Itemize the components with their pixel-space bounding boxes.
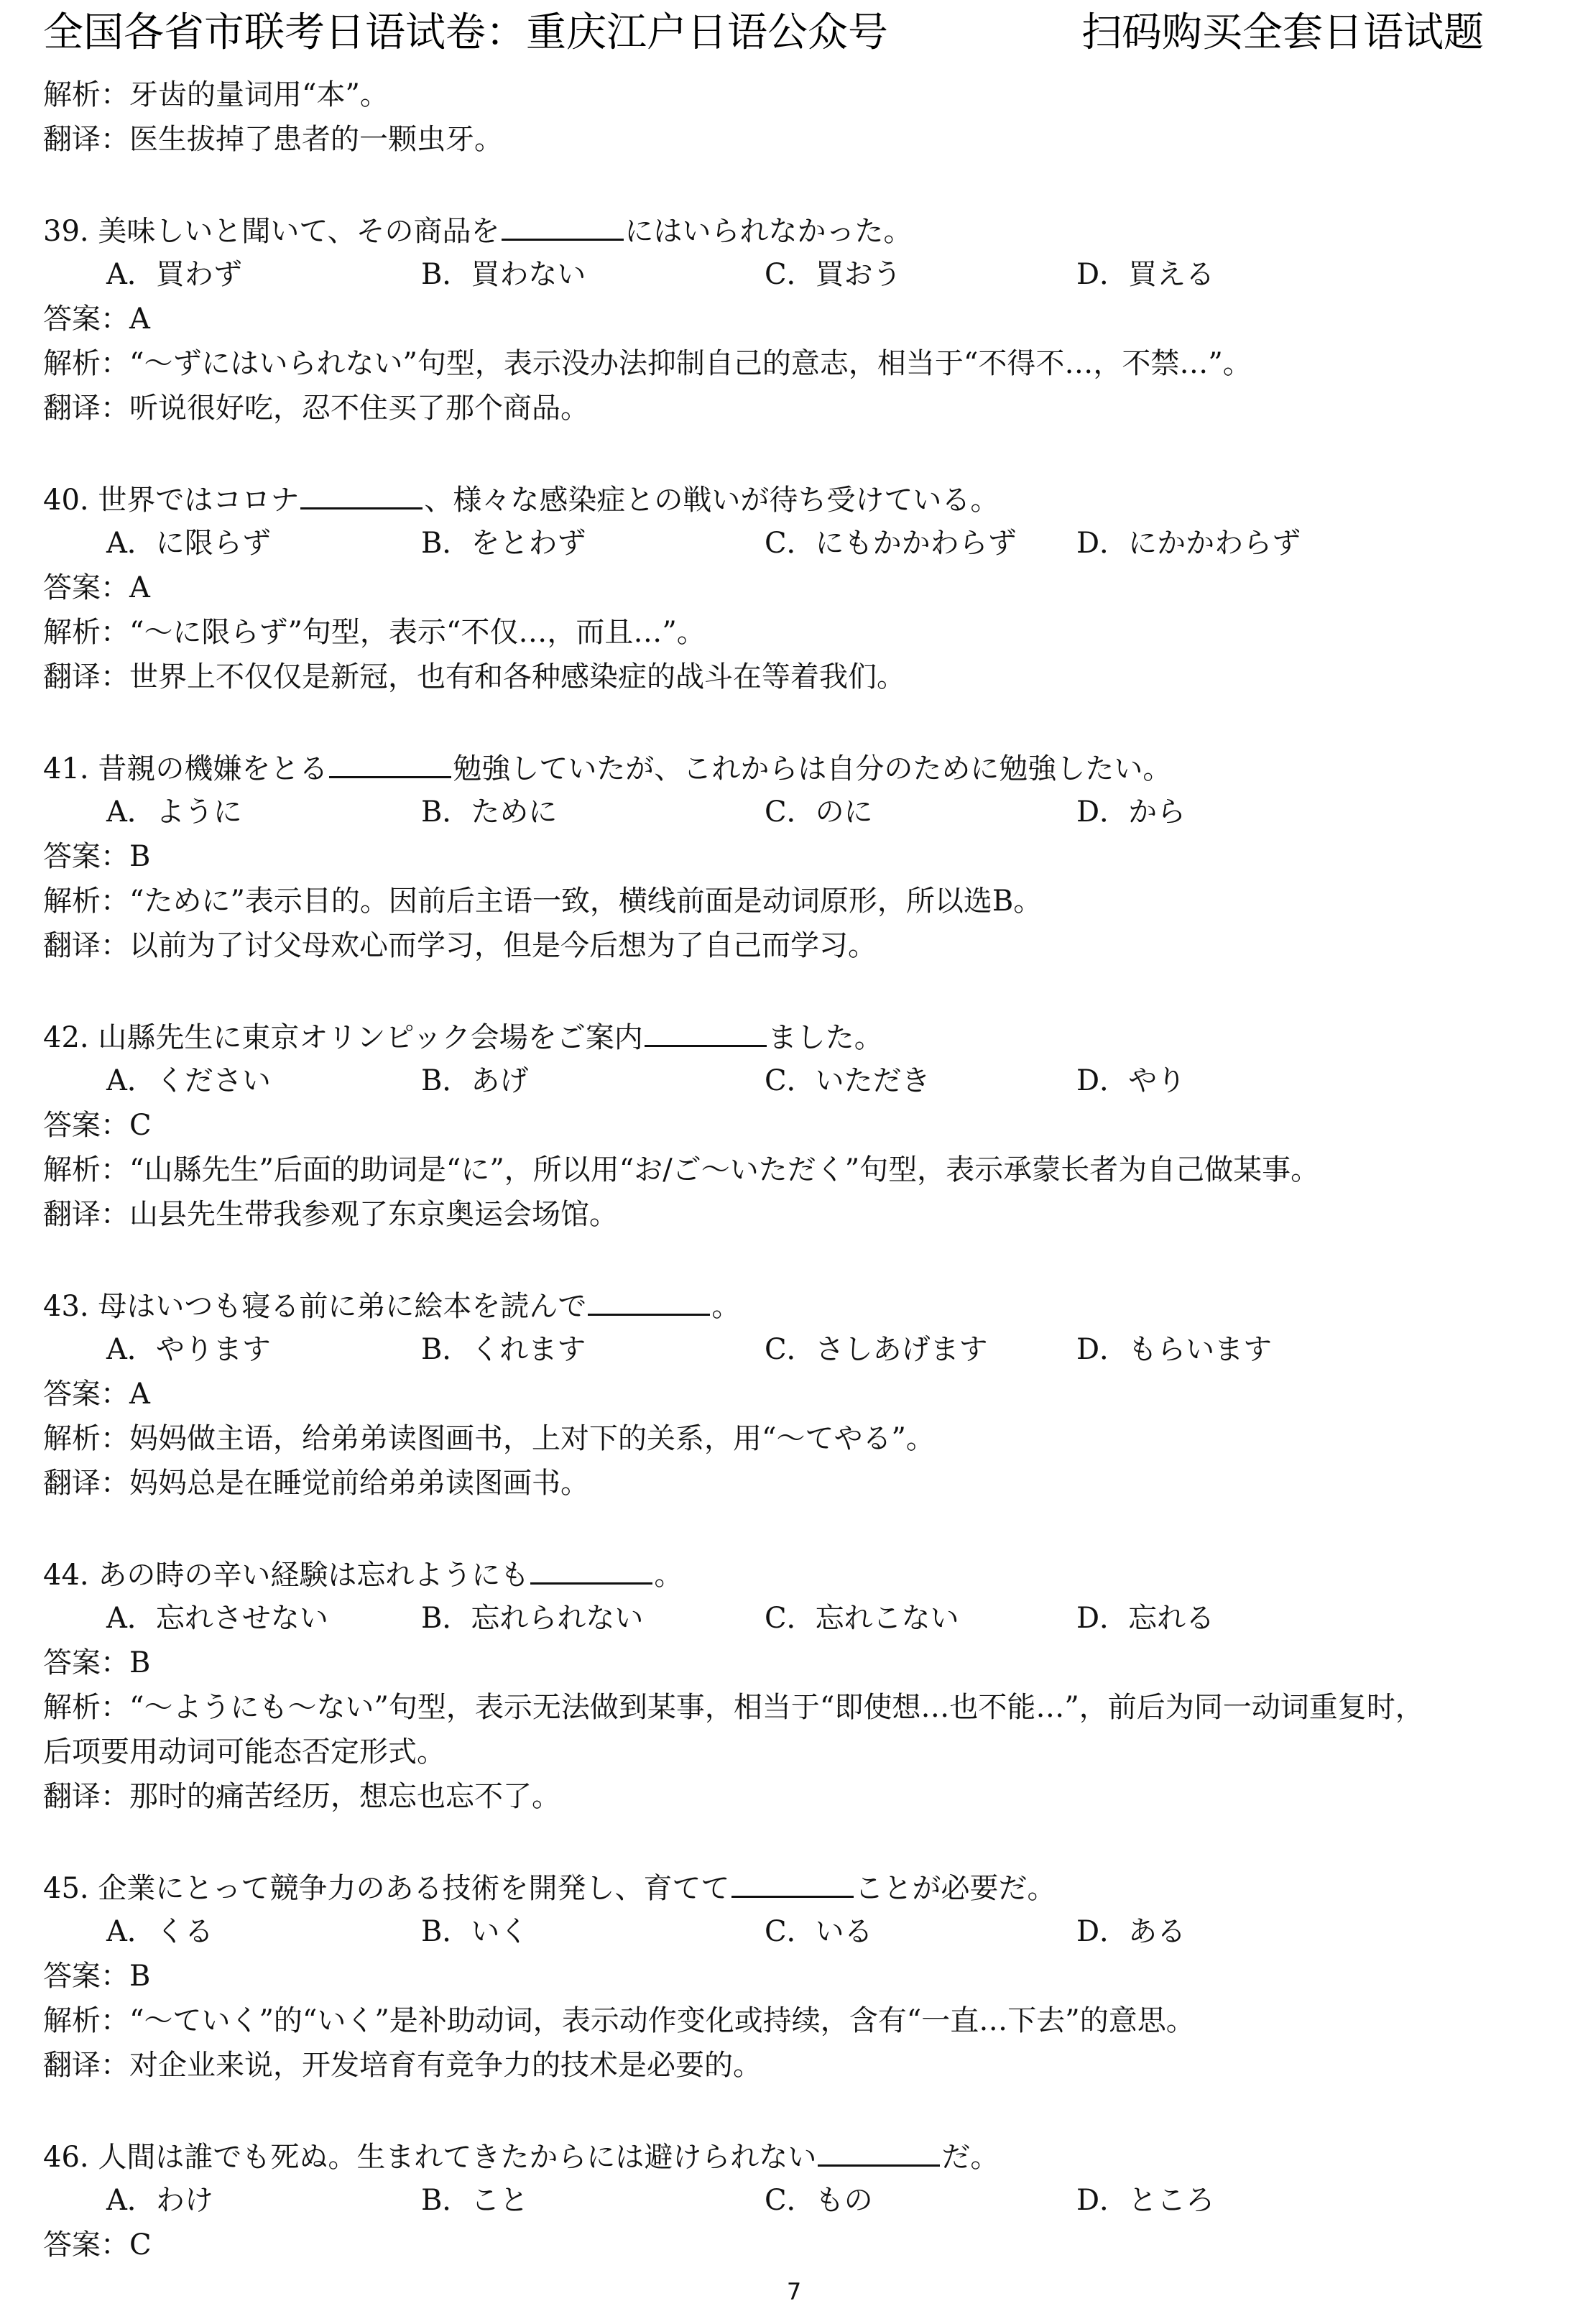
question-number: 41. — [43, 752, 89, 785]
option-d: D．から — [1076, 796, 1186, 829]
answer-blank — [502, 210, 624, 241]
option-b: B．いく — [421, 1915, 529, 1948]
header-promo: 扫码购买全套日语试题 — [1081, 9, 1484, 56]
translation-line: 翻译：世界上不仅仅是新冠，也有和各种感染症的战斗在等着我们。 — [43, 660, 905, 693]
analysis-line: 解析：“～ていく”的“いく”是补助动词，表示动作变化或持续，含有“一直…下去”的意思。 — [43, 2004, 1195, 2037]
stem-text: 人間は誰でも死ぬ。生まれてきたからには避けられない — [98, 2141, 817, 2174]
stem-text: ました。 — [767, 1021, 883, 1054]
option-a: A．ように — [106, 796, 242, 829]
answer-blank — [530, 1554, 652, 1585]
question-stem — [43, 2136, 999, 2176]
option-b: B．くれます — [421, 1333, 586, 1366]
option-a: A．くる — [106, 1915, 213, 1948]
analysis-line-cont: 后项要用动词可能态否定形式。 — [43, 1735, 446, 1769]
translation-line: 翻译：听说很好吃，忍不住买了那个商品。 — [43, 392, 589, 425]
answer-line: 答案：B — [43, 1960, 151, 1993]
analysis-line: 解析：“～に限らず”句型，表示“不仅…，而且…”。 — [43, 616, 706, 649]
page-header — [43, 4, 1552, 62]
translation-line: 翻译：对企业来说，开发培育有竞争力的技术是必要的。 — [43, 2049, 762, 2082]
answer-line: 答案：B — [43, 1646, 151, 1679]
stem-text: だ。 — [941, 2141, 1000, 2174]
stem-text: 昔親の機嫌をとる — [98, 752, 328, 785]
translation-line: 翻译：妈妈总是在睡觉前给弟弟读图画书。 — [43, 1467, 589, 1500]
question-number: 45. — [43, 1872, 89, 1905]
option-b: B．買わない — [421, 258, 586, 291]
question-stem — [43, 1285, 740, 1325]
question-number: 40. — [43, 484, 89, 517]
option-a: A．やります — [106, 1333, 271, 1366]
question-stem — [43, 1867, 1056, 1907]
answer-line: 答案：A — [43, 1378, 150, 1411]
stem-text: 母はいつも寝る前に弟に絵本を読んで — [98, 1290, 587, 1323]
question-stem — [43, 1016, 883, 1056]
stem-text: 企業にとって競争力のある技術を開発し、育てて — [98, 1872, 730, 1905]
option-c: C．いただき — [765, 1064, 931, 1097]
option-c: C．いる — [765, 1915, 873, 1948]
option-d: D．ある — [1076, 1915, 1186, 1948]
question-stem — [43, 479, 999, 519]
header-title: 全国各省市联考日语试卷：重庆江户日语公众号 — [43, 9, 888, 56]
analysis-line: 解析：“ために”表示目的。因前后主语一致，横线前面是动词原形，所以选B。 — [43, 885, 1043, 918]
stem-text: 山縣先生に東京オリンピック会場をご案内 — [98, 1021, 643, 1054]
analysis-line: 解析：牙齿的量词用“本”。 — [43, 78, 389, 111]
analysis-line: 解析：“～ずにはいられない”句型，表示没办法抑制自己的意志，相当于“不得不…，不禁…”。 — [43, 347, 1252, 380]
option-c: C．にもかかわらず — [765, 527, 1017, 560]
translation-line: 翻译：以前为了讨父母欢心而学习，但是今后想为了自己而学习。 — [43, 929, 877, 962]
option-b: B．あげ — [421, 1064, 529, 1097]
option-d: D．もらいます — [1076, 1333, 1273, 1366]
option-d: D．ところ — [1076, 2184, 1215, 2217]
stem-text: 。 — [711, 1290, 741, 1323]
translation-line: 翻译：山县先生带我参观了东京奥运会场馆。 — [43, 1198, 618, 1231]
option-a: A．に限らず — [106, 527, 271, 560]
option-a: A．買わず — [106, 258, 242, 291]
option-b: B．ために — [421, 796, 558, 829]
stem-text: ことが必要だ。 — [854, 1872, 1056, 1905]
question-number: 43. — [43, 1290, 89, 1323]
answer-line: 答案：A — [43, 303, 150, 336]
option-c: C．買おう — [765, 258, 902, 291]
answer-blank — [818, 2136, 940, 2167]
stem-text: 世界ではコロナ — [98, 484, 300, 517]
answer-blank — [731, 1867, 854, 1898]
question-number: 44. — [43, 1559, 89, 1592]
page-number: 7 — [786, 2278, 802, 2305]
option-d: D．買える — [1076, 258, 1215, 291]
question-stem — [43, 747, 1171, 788]
question-stem — [43, 210, 913, 250]
option-c: C．忘れこない — [765, 1602, 959, 1635]
question-stem — [43, 1554, 683, 1594]
translation-line: 翻译：医生拔掉了患者的一颗虫牙。 — [43, 123, 503, 156]
stem-text: 。 — [654, 1559, 683, 1592]
answer-blank — [329, 747, 451, 778]
question-number: 39. — [43, 215, 89, 248]
option-c: C．もの — [765, 2184, 873, 2217]
answer-line: 答案：C — [43, 2228, 152, 2261]
option-c: C．さしあげます — [765, 1333, 988, 1366]
stem-text: あの時の辛い経験は忘れようにも — [98, 1559, 530, 1592]
answer-blank — [588, 1285, 710, 1316]
translation-line: 翻译：那时的痛苦经历，想忘也忘不了。 — [43, 1780, 560, 1813]
analysis-line: 解析：妈妈做主语，给弟弟读图画书，上对下的关系，用“～てやる”。 — [43, 1422, 935, 1455]
answer-line: 答案：C — [43, 1109, 152, 1142]
answer-blank — [645, 1016, 767, 1047]
stem-text: にはいられなかった。 — [624, 215, 913, 248]
option-b: B．忘れられない — [421, 1602, 644, 1635]
answer-line: 答案：B — [43, 840, 151, 873]
option-a: A．忘れさせない — [106, 1602, 328, 1635]
analysis-line: 解析：“～ようにも～ない”句型，表示无法做到某事，相当于“即使想…也不能…”，前后为同一动词重复时， — [43, 1691, 1424, 1724]
option-b: B．こと — [421, 2184, 529, 2217]
option-b: B．をとわず — [421, 527, 586, 560]
stem-text: 、様々な感染症との戦いが待ち受けている。 — [424, 484, 1000, 517]
stem-text: 勉強していたが、これからは自分のために勉強したい。 — [453, 752, 1172, 785]
analysis-line: 解析：“山縣先生”后面的助词是“に”，所以用“お/ご～いただく”句型，表示承蒙长者为自己做某事。 — [43, 1153, 1320, 1186]
question-number: 46. — [43, 2141, 89, 2174]
option-d: D．やり — [1076, 1064, 1186, 1097]
option-d: D．にかかわらず — [1076, 527, 1301, 560]
option-a: A．ください — [106, 1064, 271, 1097]
option-a: A．わけ — [106, 2184, 213, 2217]
answer-line: 答案：A — [43, 571, 150, 604]
answer-blank — [300, 479, 423, 509]
question-number: 42. — [43, 1021, 89, 1054]
option-c: C．のに — [765, 796, 873, 829]
stem-text: 美味しいと聞いて、その商品を — [98, 215, 500, 248]
option-d: D．忘れる — [1076, 1602, 1215, 1635]
